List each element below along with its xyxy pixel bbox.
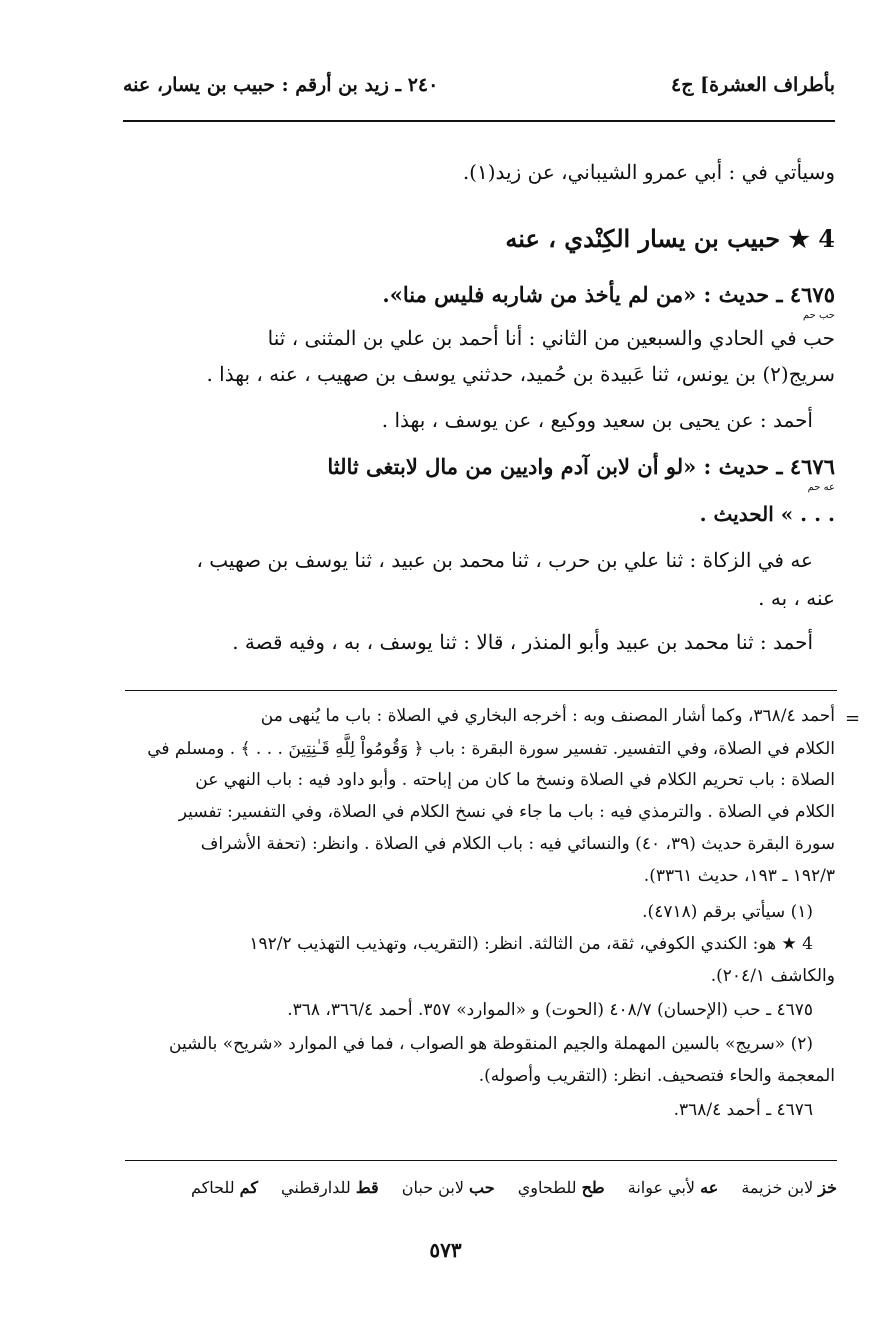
legend-item: حب لابن حبان (401, 1178, 495, 1197)
footnote-4675: ٤٦٧٥ ـ حب (الإحسان) ٤٠٨/٧ (الحوت) و «الموارد» ٣٥٧. أحمد ٣٦٦/٤، ٣٦٨. (287, 1000, 813, 1020)
footnote-line: والكاشف ٢٠٤/١). (710, 966, 835, 986)
entry-title: 4 ★ حبيب بن يسار الكِنْدي ، عنه (505, 224, 835, 253)
cross-reference-line: وسيأتي في : أبي عمرو الشيباني، عن زيد(١). (462, 160, 835, 184)
header-rule (123, 120, 835, 122)
page-number: ٥٧٣ (429, 1238, 462, 1262)
hadith-4675-isnad-2: سريج(٢) بن يونس، ثنا عَبيدة بن حُميد، حدثني يوسف بن صهيب ، عنه ، بهذا . (206, 362, 835, 386)
hadith-4676-isnad-3: أحمد : ثنا محمد بن عبيد وأبو المنذر ، قالا : ثنا يوسف ، به ، وفيه قصة . (232, 630, 813, 654)
hadith-4675-isnad-1: حب في الحادي والسبعين من الثاني : أنا أحمد بن علي بن المثنى ، ثنا (267, 326, 835, 350)
footnote-line: ١٩٢/٣ ـ ١٩٣، حديث ٣٣٦١). (643, 866, 835, 886)
hadith-4676-isnad-2: عنه ، به . (758, 586, 835, 610)
footnote-rule (125, 690, 837, 691)
hadith-4676-title-cont: . . . » الحديث . (699, 502, 835, 526)
hadith-4675-isnad-3: أحمد : عن يحيى بن سعيد ووكيع ، عن يوسف ، بهذا . (381, 408, 813, 432)
footnote-1: (١) سيأتي برقم (٤٧١٨). (642, 902, 813, 922)
footnote-line: الكلام في الصلاة، وفي التفسير. تفسير سورة البقرة : باب ﴿ وَقُومُواْ لِلَّهِ قَـٰنِتِينَ . . . ﴾ . ومسلم في (147, 739, 835, 759)
running-header (123, 70, 835, 104)
hadith-4675-codes: حب حم (802, 310, 835, 321)
footnote-line: أحمد ٣٦٨/٤، وكما أشار المصنف وبه : أخرجه البخاري في الصلاة : باب ما يُنهى من (260, 706, 835, 726)
footnote-line: الكلام في الصلاة . والترمذي فيه : باب ما جاء في نسخ الكلام في الصلاة، وفي التفسير: تفسير (178, 802, 835, 822)
footnote-line: سورة البقرة حديث (٣٩، ٤٠) والنسائي فيه : باب الكلام في الصلاة . وانظر: (تحفة الأشراف (200, 834, 835, 854)
legend-rule (125, 1160, 837, 1161)
abbreviation-legend (125, 1178, 837, 1208)
footnote-line: الصلاة : باب تحريم الكلام في الصلاة ونسخ ما كان من إباحته . وأبو داود فيه : باب النهي عن (195, 770, 835, 790)
hadith-4676-title: ٤٦٧٦ ـ حديث : «لو أن لابن آدم واديين من مال لابتغى ثالثا (327, 454, 835, 479)
legend-item: قط للدارقطني (281, 1178, 379, 1197)
hadith-4676-isnad-1: عه في الزكاة : ثنا علي بن حرب ، ثنا محمد بن عبيد ، ثنا يوسف بن صهيب ، (196, 548, 813, 572)
header-book-title: بأطراف العشرة] ج٤ (671, 74, 835, 96)
legend-item: طح للطحاوي (517, 1178, 605, 1197)
legend-item: خز لابن خزيمة (741, 1178, 837, 1197)
footnote-line: المعجمة والحاء فتصحيف. انظر: (التقريب وأصوله). (478, 1066, 835, 1086)
hadith-4675-title: ٤٦٧٥ ـ حديث : «من لم يأخذ من شاربه فليس منا». (382, 282, 835, 307)
legend-item: عه لأبي عوانة (627, 1178, 719, 1197)
header-section-title: ٢٤٠ ـ زيد بن أرقم : حبيب بن يسار، عنه (123, 74, 439, 96)
footnote-entry-4: 4 ★ هو: الكندي الكوفي، ثقة، من الثالثة. انظر: (التقريب، وتهذيب التهذيب ١٩٢/٢ (249, 934, 813, 954)
legend-item: كم للحاكم (190, 1178, 258, 1197)
footnote-continuation-marker: = (845, 708, 861, 729)
footnote-4676: ٤٦٧٦ ـ أحمد ٣٦٨/٤. (673, 1100, 813, 1120)
footnote-2: (٢) «سريج» بالسين المهملة والجيم المنقوطة هو الصواب ، فما في الموارد «شريح» بالشين (169, 1034, 813, 1054)
hadith-4676-codes: عه حم (807, 482, 835, 493)
